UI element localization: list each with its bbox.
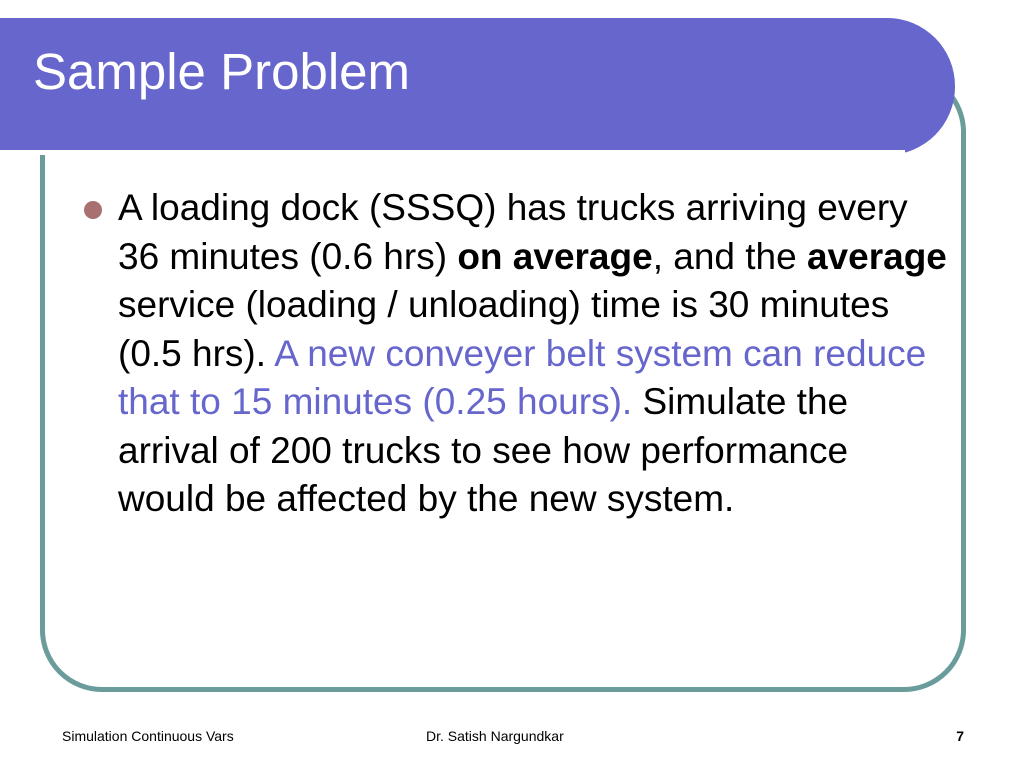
bullet-text-part3: service (loading / unloading) time is 30 minutes (0.5 hrs).	[118, 284, 890, 374]
page-number: 7	[956, 728, 964, 744]
footer-author: Dr. Satish Nargundkar	[426, 728, 564, 744]
slide-title: Sample Problem	[33, 43, 410, 100]
bullet-highlight-text: A new conveyer belt system can reduce that to 15 minutes (0.25 hours).	[118, 332, 927, 422]
bullet-bold-average: average	[806, 235, 947, 277]
bullet-text-part1: A loading dock (SSSQ) has trucks arriving every 36 minutes (0.6 hrs)	[118, 187, 908, 277]
title-underline	[0, 150, 905, 155]
bullet-text	[118, 184, 948, 524]
bullet-text-part4: Simulate the arrival of 200 trucks to see how performance would be affected by the new system.	[118, 381, 849, 519]
bullet-dot-icon	[84, 201, 102, 219]
bullet-text-part2: , and the	[652, 235, 807, 277]
footer-left-text: Simulation Continuous Vars	[62, 728, 234, 744]
bullet-bold-on-average: on average	[457, 235, 653, 277]
